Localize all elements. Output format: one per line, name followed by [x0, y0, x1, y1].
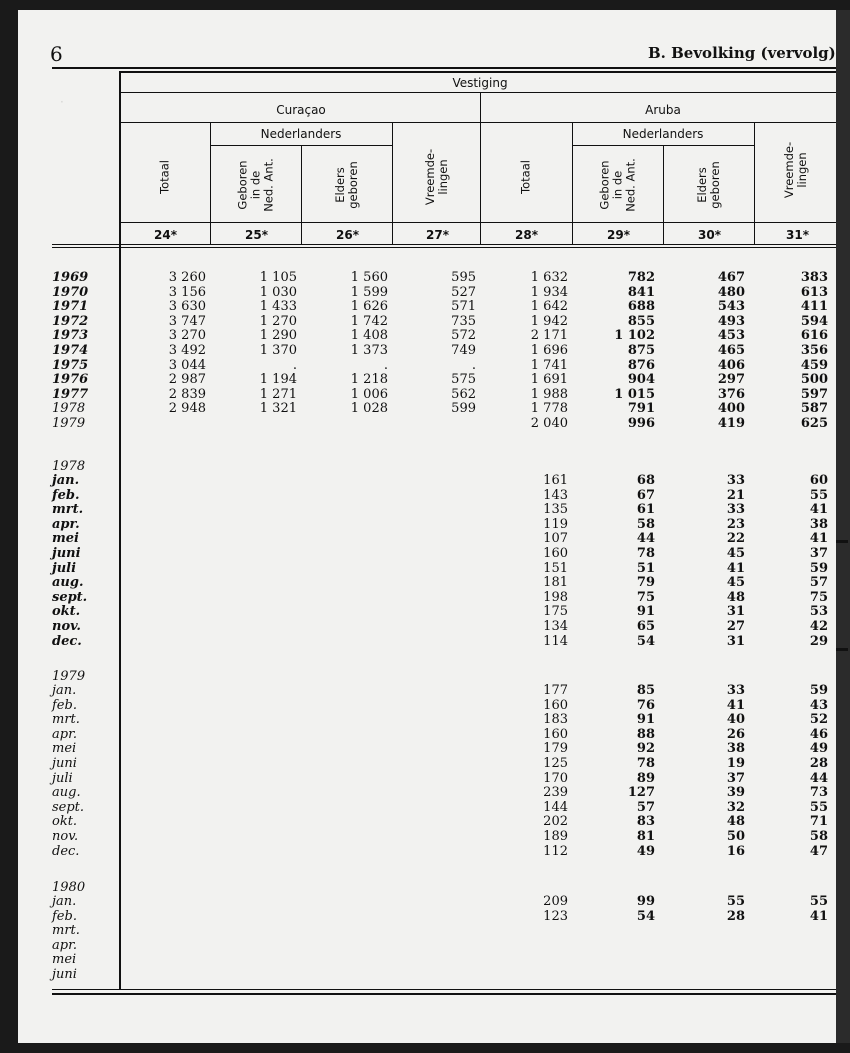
table-cell: 46	[809, 726, 828, 742]
island-rule	[120, 122, 836, 123]
table-cell: 1 942	[530, 313, 568, 329]
row-label: 1978	[52, 459, 86, 474]
table-cell: 177	[543, 683, 568, 698]
table-cell: 107	[543, 531, 568, 547]
table-cell: 493	[717, 313, 745, 329]
table-cell: 41	[809, 502, 828, 518]
table-cell: 47	[809, 843, 828, 859]
table-cell: 239	[543, 785, 568, 801]
table-cell: 198	[543, 589, 568, 605]
colnum-rule-bottom-2	[52, 247, 836, 248]
row-label: nov.	[52, 829, 79, 844]
col-header-31: Vreemde- lingen	[782, 141, 809, 199]
table-cell: 144	[543, 799, 568, 815]
row-label: mei	[52, 741, 77, 757]
top-rule	[52, 67, 836, 69]
page-tab-mark	[836, 540, 848, 543]
table-cell: 19	[726, 756, 745, 771]
table-cell: 587	[800, 401, 828, 417]
table-cell: 996	[627, 416, 655, 431]
table-cell: 31	[726, 604, 745, 620]
table-cell: 597	[800, 386, 828, 402]
col-header-25: Geboren in de Ned. Ant.	[235, 158, 276, 212]
table-cell: 1 006	[350, 386, 388, 402]
table-cell: 75	[809, 589, 828, 605]
row-label: juli	[52, 560, 77, 576]
table-cell: 85	[636, 683, 655, 698]
col-number: 31*	[786, 228, 809, 242]
row-label: juni	[52, 756, 77, 771]
col-divider	[301, 146, 302, 244]
colnum-rule-bottom	[52, 244, 836, 245]
table-cell: 22	[726, 531, 745, 547]
table-cell: 209	[543, 894, 568, 909]
table-cell: 599	[451, 401, 476, 417]
colnum-rule-top	[120, 222, 836, 223]
table-cell: 78	[636, 756, 655, 771]
table-cell: 595	[451, 270, 476, 285]
row-label: 1979	[52, 669, 86, 684]
row-label: aug.	[52, 575, 84, 591]
col-header-30: Elders geboren	[695, 161, 722, 209]
col-number: 28*	[515, 228, 538, 242]
table-cell: 89	[636, 770, 655, 786]
table-cell: 376	[717, 386, 745, 402]
table-cell: 57	[636, 799, 655, 815]
table-cell: 419	[717, 416, 745, 431]
table-cell: 123	[543, 908, 568, 924]
table-cell: 179	[543, 741, 568, 757]
table-cell: 791	[627, 401, 655, 417]
table-cell: 45	[726, 546, 745, 561]
table-cell: 49	[809, 741, 828, 757]
table-cell: 59	[809, 560, 828, 576]
table-cell: 1 030	[259, 284, 297, 300]
table-cell: 480	[717, 284, 745, 300]
table-cell: 28	[726, 908, 745, 924]
table-cell: 841	[627, 284, 655, 300]
table-cell: 73	[809, 785, 828, 801]
table-cell: 39	[726, 785, 745, 801]
row-label: dec.	[52, 843, 80, 859]
table-cell: 1 194	[259, 372, 297, 388]
row-label: jan.	[52, 894, 77, 909]
table-cell: 88	[636, 726, 655, 742]
col-divider	[392, 122, 393, 244]
table-cell: 160	[543, 546, 568, 561]
table-cell: 92	[636, 741, 655, 757]
table-cell: 67	[636, 487, 655, 503]
bleed-through-text: ·	[60, 95, 64, 109]
table-cell: 75	[636, 589, 655, 605]
row-label: jan.	[52, 683, 77, 698]
table-cell: 1 626	[350, 299, 388, 315]
table-cell: 61	[636, 502, 655, 518]
row-label: sept.	[52, 589, 88, 605]
row-label: apr.	[52, 937, 77, 953]
table-cell: 135	[543, 502, 568, 518]
table-cell: 3 492	[168, 343, 206, 358]
row-label: juni	[52, 546, 81, 561]
table-cell: 2 171	[530, 328, 568, 344]
table-cell: 1 290	[259, 328, 297, 344]
bottom-rule-2	[52, 993, 836, 995]
row-label: 1974	[52, 343, 89, 358]
row-label: mrt.	[52, 923, 80, 939]
table-cell: 1 560	[350, 270, 388, 285]
table-cell: 1 778	[530, 401, 568, 417]
table-cell: 44	[809, 770, 828, 786]
table-cell: 1 015	[614, 386, 655, 402]
row-label: okt.	[52, 604, 81, 620]
table-cell: 33	[726, 502, 745, 518]
table-cell: 527	[451, 284, 476, 300]
table-cell: 27	[726, 619, 745, 634]
section-title: B. Bevolking (vervolg)	[648, 44, 836, 62]
table-cell: 48	[726, 589, 745, 605]
col-number: 25*	[245, 228, 268, 242]
row-label: 1977	[52, 386, 89, 402]
table-cell: 904	[627, 372, 655, 388]
table-cell: 78	[636, 546, 655, 561]
table-cell: 3 747	[168, 313, 206, 329]
table-cell: 500	[800, 372, 828, 388]
table-cell: 594	[800, 313, 828, 329]
table-cell: 1 370	[259, 343, 297, 358]
row-label: juli	[52, 770, 73, 786]
table-cell: 575	[451, 372, 476, 388]
col-number: 26*	[336, 228, 359, 242]
table-cell: 51	[636, 560, 655, 576]
table-cell: 65	[636, 619, 655, 634]
table-cell: 383	[800, 270, 828, 285]
row-label: apr.	[52, 726, 77, 742]
table-cell: 40	[726, 712, 745, 728]
table-cell: 41	[726, 697, 745, 713]
table-cell: 143	[543, 487, 568, 503]
table-cell: 112	[543, 843, 568, 859]
table-cell: 41	[809, 531, 828, 547]
table-cell: 55	[809, 487, 828, 503]
table-cell: 151	[543, 560, 568, 576]
table-cell: 99	[636, 894, 655, 909]
table-cell: 23	[726, 516, 745, 532]
table-cell: 114	[543, 633, 568, 649]
table-cell: 160	[543, 697, 568, 713]
table-cell: 91	[636, 712, 655, 728]
binding-shadow	[836, 10, 850, 1043]
row-label: 1970	[52, 284, 89, 300]
table-cell: 54	[636, 633, 655, 649]
table-cell: .	[292, 357, 297, 373]
table-cell: 1 632	[530, 270, 568, 285]
table-cell: 53	[809, 604, 828, 620]
table-cell: 1 599	[350, 284, 388, 300]
table-cell: 58	[809, 829, 828, 844]
table-cell: 1 321	[259, 401, 297, 417]
table-cell: 1 218	[350, 372, 388, 388]
col-divider	[754, 122, 755, 244]
table-cell: 52	[809, 712, 828, 728]
table-cell: 613	[800, 284, 828, 300]
row-label: 1973	[52, 328, 89, 344]
page-number: 6	[50, 42, 63, 66]
table-cell: 3 270	[168, 328, 206, 344]
table-cell: 91	[636, 604, 655, 620]
row-label: feb.	[52, 908, 77, 924]
table-cell: 1 028	[350, 401, 388, 417]
table-cell: 543	[717, 299, 745, 315]
table-cell: 28	[809, 756, 828, 771]
row-label: mei	[52, 952, 77, 968]
table-cell: .	[383, 357, 388, 373]
col-number: 24*	[154, 228, 177, 242]
table-cell: 1 696	[530, 343, 568, 358]
row-label: sept.	[52, 799, 85, 815]
table-cell: 572	[451, 328, 476, 344]
table-cell: 59	[809, 683, 828, 698]
table-cell: 37	[726, 770, 745, 786]
table-cell: 2 839	[168, 386, 206, 402]
table-cell: 16	[726, 843, 745, 859]
row-label: 1978	[52, 401, 86, 417]
col-header-29: Geboren in de Ned. Ant.	[597, 158, 638, 212]
table-cell: 134	[543, 619, 568, 634]
table-cell: 459	[800, 357, 828, 373]
table-cell: 49	[636, 843, 655, 859]
table-cell: 44	[636, 531, 655, 547]
table-cell: 58	[636, 516, 655, 532]
table-cell: 1 105	[259, 270, 297, 285]
table-cell: 32	[726, 799, 745, 815]
table-cell: 127	[627, 785, 655, 801]
table-cell: 2 040	[530, 416, 568, 431]
table-cell: 26	[726, 726, 745, 742]
table-cell: 175	[543, 604, 568, 620]
row-label: jan.	[52, 473, 80, 488]
table-cell: 48	[726, 814, 745, 830]
table-cell: 161	[543, 473, 568, 488]
bottom-rule	[52, 989, 836, 990]
table-cell: 749	[451, 343, 476, 358]
table-cell: 119	[543, 516, 568, 532]
table-cell: 50	[726, 829, 745, 844]
table-cell: 41	[809, 908, 828, 924]
row-label: 1972	[52, 313, 89, 329]
table-cell: 189	[543, 829, 568, 844]
table-cell: 406	[717, 357, 745, 373]
table-cell: 356	[800, 343, 828, 358]
row-label: 1980	[52, 880, 86, 895]
table-cell: 1 988	[530, 386, 568, 402]
table-cell: 38	[726, 741, 745, 757]
table-cell: 1 934	[530, 284, 568, 300]
table-cell: 1 642	[530, 299, 568, 315]
col-number: 27*	[426, 228, 449, 242]
table-cell: 37	[809, 546, 828, 561]
table-cell: 782	[627, 270, 655, 285]
island-curacao: Curaçao	[276, 103, 326, 117]
table-cell: 38	[809, 516, 828, 532]
row-label: juni	[52, 967, 77, 982]
table-cell: .	[471, 357, 476, 373]
table-cell: 400	[717, 401, 745, 417]
table-cell: 297	[717, 372, 745, 388]
row-label: 1979	[52, 416, 86, 431]
table-cell: 160	[543, 726, 568, 742]
table-cell: 571	[451, 299, 476, 315]
row-label: 1969	[52, 270, 89, 285]
table-cell: 42	[809, 619, 828, 634]
table-cell: 688	[627, 299, 655, 315]
table-cell: 21	[726, 487, 745, 503]
table-cell: 1 742	[350, 313, 388, 329]
table-cell: 41	[726, 560, 745, 576]
col-header-28: Totaal	[518, 160, 533, 194]
table-cell: 181	[543, 575, 568, 591]
row-label: 1976	[52, 372, 89, 388]
table-cell: 60	[809, 473, 828, 488]
table-cell: 83	[636, 814, 655, 830]
table-cell: 33	[726, 683, 745, 698]
row-label: feb.	[52, 487, 80, 503]
subgroup-aruba: Nederlanders	[622, 127, 704, 141]
row-label: aug.	[52, 785, 81, 801]
table-cell: 1 271	[259, 386, 297, 402]
table-cell: 54	[636, 908, 655, 924]
table-cell: 81	[636, 829, 655, 844]
row-label: nov.	[52, 619, 81, 634]
table-cell: 68	[636, 473, 655, 488]
table-cell: 1 433	[259, 299, 297, 315]
table-cell: 625	[800, 416, 828, 431]
row-label: mei	[52, 531, 79, 547]
table-cell: 467	[717, 270, 745, 285]
table-cell: 1 373	[350, 343, 388, 358]
col-header-24: Totaal	[157, 160, 172, 194]
col-header-26: Elders geboren	[333, 161, 360, 209]
row-label: 1971	[52, 299, 89, 315]
table-cell: 55	[726, 894, 745, 909]
row-label: feb.	[52, 697, 77, 713]
page-tab-mark	[836, 648, 848, 651]
col-number: 30*	[698, 228, 721, 242]
col-number: 29*	[607, 228, 630, 242]
col-header-27: Vreemde- lingen	[423, 148, 450, 206]
col-divider	[663, 146, 664, 244]
table-cell: 453	[717, 328, 745, 344]
table-cell: 1 741	[530, 357, 568, 373]
table-cell: 79	[636, 575, 655, 591]
table-cell: 202	[543, 814, 568, 830]
row-label: 1975	[52, 357, 89, 373]
table-cell: 411	[800, 299, 828, 315]
row-label: okt.	[52, 814, 78, 830]
table-cell: 876	[627, 357, 655, 373]
table-cell: 2 948	[168, 401, 206, 417]
vestiging-rule	[120, 92, 836, 93]
table-cell: 125	[543, 756, 568, 771]
row-label: dec.	[52, 633, 82, 649]
table-cell: 71	[809, 814, 828, 830]
table-cell: 875	[627, 343, 655, 358]
table-cell: 31	[726, 633, 745, 649]
table-cell: 3 156	[168, 284, 206, 300]
table-cell: 3 260	[168, 270, 206, 285]
table-cell: 29	[809, 633, 828, 649]
row-label: apr.	[52, 516, 80, 532]
stub-divider	[119, 71, 121, 989]
table-cell: 1 102	[614, 328, 655, 344]
table-cell: 33	[726, 473, 745, 488]
table-cell: 55	[809, 894, 828, 909]
table-cell: 1 270	[259, 313, 297, 329]
table-cell: 170	[543, 770, 568, 786]
row-label: mrt.	[52, 502, 84, 518]
table-cell: 55	[809, 799, 828, 815]
table-cell: 1 408	[350, 328, 388, 344]
table-cell: 3 630	[168, 299, 206, 315]
table-cell: 562	[451, 386, 476, 402]
table-cell: 43	[809, 697, 828, 713]
table-cell: 855	[627, 313, 655, 329]
table-cell: 2 987	[168, 372, 206, 388]
table-cell: 3 044	[168, 357, 206, 373]
row-label: mrt.	[52, 712, 80, 728]
table-cell: 57	[809, 575, 828, 591]
table-cell: 465	[717, 343, 745, 358]
table-cell: 76	[636, 697, 655, 713]
table-cell: 735	[451, 313, 476, 329]
table-cell: 1 691	[530, 372, 568, 388]
group-title: Vestiging	[452, 76, 508, 90]
island-aruba: Aruba	[645, 103, 681, 117]
subgroup-curacao: Nederlanders	[260, 127, 342, 141]
top-rule-inner	[120, 71, 836, 73]
table-cell: 616	[800, 328, 828, 344]
table-cell: 45	[726, 575, 745, 591]
table-cell: 183	[543, 712, 568, 728]
